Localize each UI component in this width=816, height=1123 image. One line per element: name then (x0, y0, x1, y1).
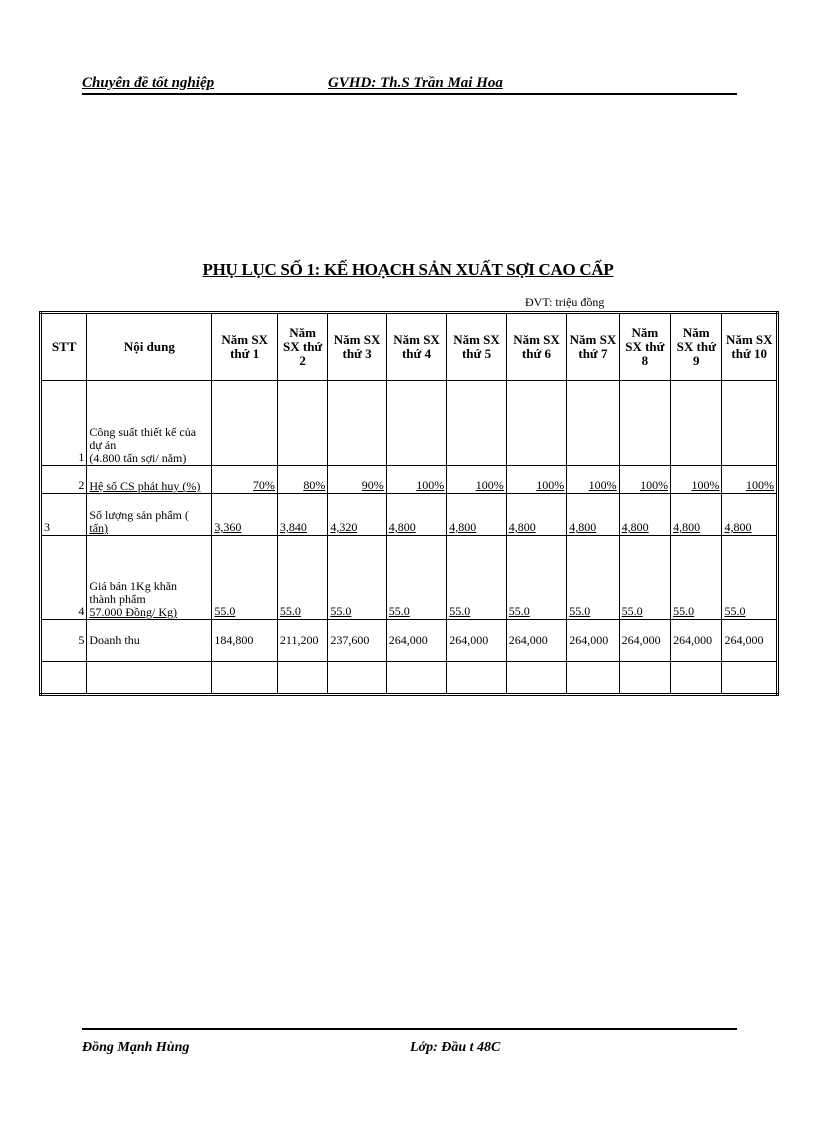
content-line: Giá bán 1Kg khăn (89, 579, 178, 593)
table-row (41, 466, 778, 494)
row-value: 80% (277, 466, 327, 494)
content-line: Hệ số CS phát huy (%) (89, 479, 201, 493)
empty-cell (506, 662, 566, 695)
row-value: 264,000 (619, 620, 670, 662)
row-value: 4,800 (567, 494, 619, 536)
content-line: (4.800 tấn sợi/ năm) (89, 451, 187, 465)
row-value: 4,320 (328, 494, 386, 536)
empty-cell (447, 662, 506, 695)
row-value: 100% (506, 466, 566, 494)
empty-cell (212, 662, 278, 695)
content-line: 57.000 Đồng/ Kg) (89, 605, 178, 619)
row-value (671, 381, 722, 466)
header-year-10: Năm SX thứ 10 (722, 313, 778, 381)
row-value: 100% (722, 466, 778, 494)
row-value: 264,000 (447, 620, 506, 662)
row-value: 100% (619, 466, 670, 494)
row-value: 70% (212, 466, 278, 494)
header-stt: STT (41, 313, 87, 381)
row-value (447, 381, 506, 466)
header-year-9: Năm SX thứ 9 (671, 313, 722, 381)
row-value: 4,800 (722, 494, 778, 536)
row-value: 55.0 (567, 536, 619, 620)
row-content (87, 466, 212, 494)
row-value: 264,000 (722, 620, 778, 662)
row-stt: 2 (41, 466, 87, 494)
row-value: 4,800 (619, 494, 670, 536)
row-value: 264,000 (567, 620, 619, 662)
header-year-1: Năm SX thứ 1 (212, 313, 278, 381)
header-year-6: Năm SX thứ 6 (506, 313, 566, 381)
row-value: 211,200 (277, 620, 327, 662)
header-year-2: Năm SX thứ 2 (277, 313, 327, 381)
row-value: 264,000 (506, 620, 566, 662)
production-plan-table (39, 311, 779, 696)
row-value: 264,000 (386, 620, 446, 662)
empty-cell (87, 662, 212, 695)
table-row-empty (41, 662, 778, 695)
row-value: 184,800 (212, 620, 278, 662)
row-value: 100% (447, 466, 506, 494)
row-value: 4,800 (671, 494, 722, 536)
footer-right-text: Lớp: Đầu t 48C (410, 1040, 501, 1055)
row-value: 100% (386, 466, 446, 494)
row-content (87, 381, 212, 466)
content-line: Công suất thiết kế của (89, 425, 197, 439)
empty-cell (277, 662, 327, 695)
content-line: thành phẩm (89, 592, 146, 606)
row-value: 100% (567, 466, 619, 494)
row-value: 55.0 (447, 536, 506, 620)
row-stt: 1 (41, 381, 87, 466)
header-year-8: Năm SX thứ 8 (619, 313, 670, 381)
row-value: 3,360 (212, 494, 278, 536)
row-value (386, 381, 446, 466)
row-value: 264,000 (671, 620, 722, 662)
row-value (722, 381, 778, 466)
content-line: tấn) (89, 521, 109, 535)
header-content: Nội dung (87, 313, 212, 381)
row-value: 55.0 (506, 536, 566, 620)
footer-divider (82, 1028, 737, 1030)
table-row (41, 494, 778, 536)
table-row (41, 381, 778, 466)
content-line: Số lượng sản phẩm ( (89, 508, 189, 522)
row-value: 55.0 (619, 536, 670, 620)
row-value: 4,800 (386, 494, 446, 536)
row-value: 100% (671, 466, 722, 494)
empty-cell (567, 662, 619, 695)
table-row (41, 620, 778, 662)
row-content (87, 494, 212, 536)
row-stt: 5 (41, 620, 87, 662)
empty-cell (722, 662, 778, 695)
row-value: 4,800 (447, 494, 506, 536)
content-line: Doanh thu (89, 633, 140, 647)
row-value: 55.0 (671, 536, 722, 620)
empty-cell (41, 662, 87, 695)
table-row (41, 536, 778, 620)
page-title: PHỤ LỤC SỐ 1: KẾ HOẠCH SẢN XUẤT SỢI CAO CẤP (202, 260, 614, 279)
row-content (87, 620, 212, 662)
empty-cell (328, 662, 386, 695)
row-stt: 3 (41, 494, 87, 536)
row-value (506, 381, 566, 466)
row-value: 237,600 (328, 620, 386, 662)
row-value (277, 381, 327, 466)
row-value (567, 381, 619, 466)
row-value: 55.0 (386, 536, 446, 620)
header-year-4: Năm SX thứ 4 (386, 313, 446, 381)
row-value: 55.0 (328, 536, 386, 620)
row-value: 3,840 (277, 494, 327, 536)
row-content (87, 536, 212, 620)
footer-left-text: Đồng Mạnh Hùng (82, 1040, 190, 1055)
row-stt: 4 (41, 536, 87, 620)
row-value (212, 381, 278, 466)
row-value: 55.0 (212, 536, 278, 620)
header-divider (82, 93, 737, 95)
header-year-7: Năm SX thứ 7 (567, 313, 619, 381)
row-value (619, 381, 670, 466)
empty-cell (671, 662, 722, 695)
row-value (328, 381, 386, 466)
row-value: 4,800 (506, 494, 566, 536)
empty-cell (386, 662, 446, 695)
header-right-text: GVHD: Th.S Trần Mai Hoa (328, 75, 503, 91)
header-year-5: Năm SX thứ 5 (447, 313, 506, 381)
row-value: 90% (328, 466, 386, 494)
header-left-text: Chuyên đề tốt nghiệp (82, 75, 215, 91)
table-header-row (41, 313, 778, 381)
row-value: 55.0 (722, 536, 778, 620)
content-line: dự án (89, 438, 117, 452)
row-value: 55.0 (277, 536, 327, 620)
empty-cell (619, 662, 670, 695)
header-year-3: Năm SX thứ 3 (328, 313, 386, 381)
unit-label: ĐVT: triệu đồng (525, 295, 605, 309)
